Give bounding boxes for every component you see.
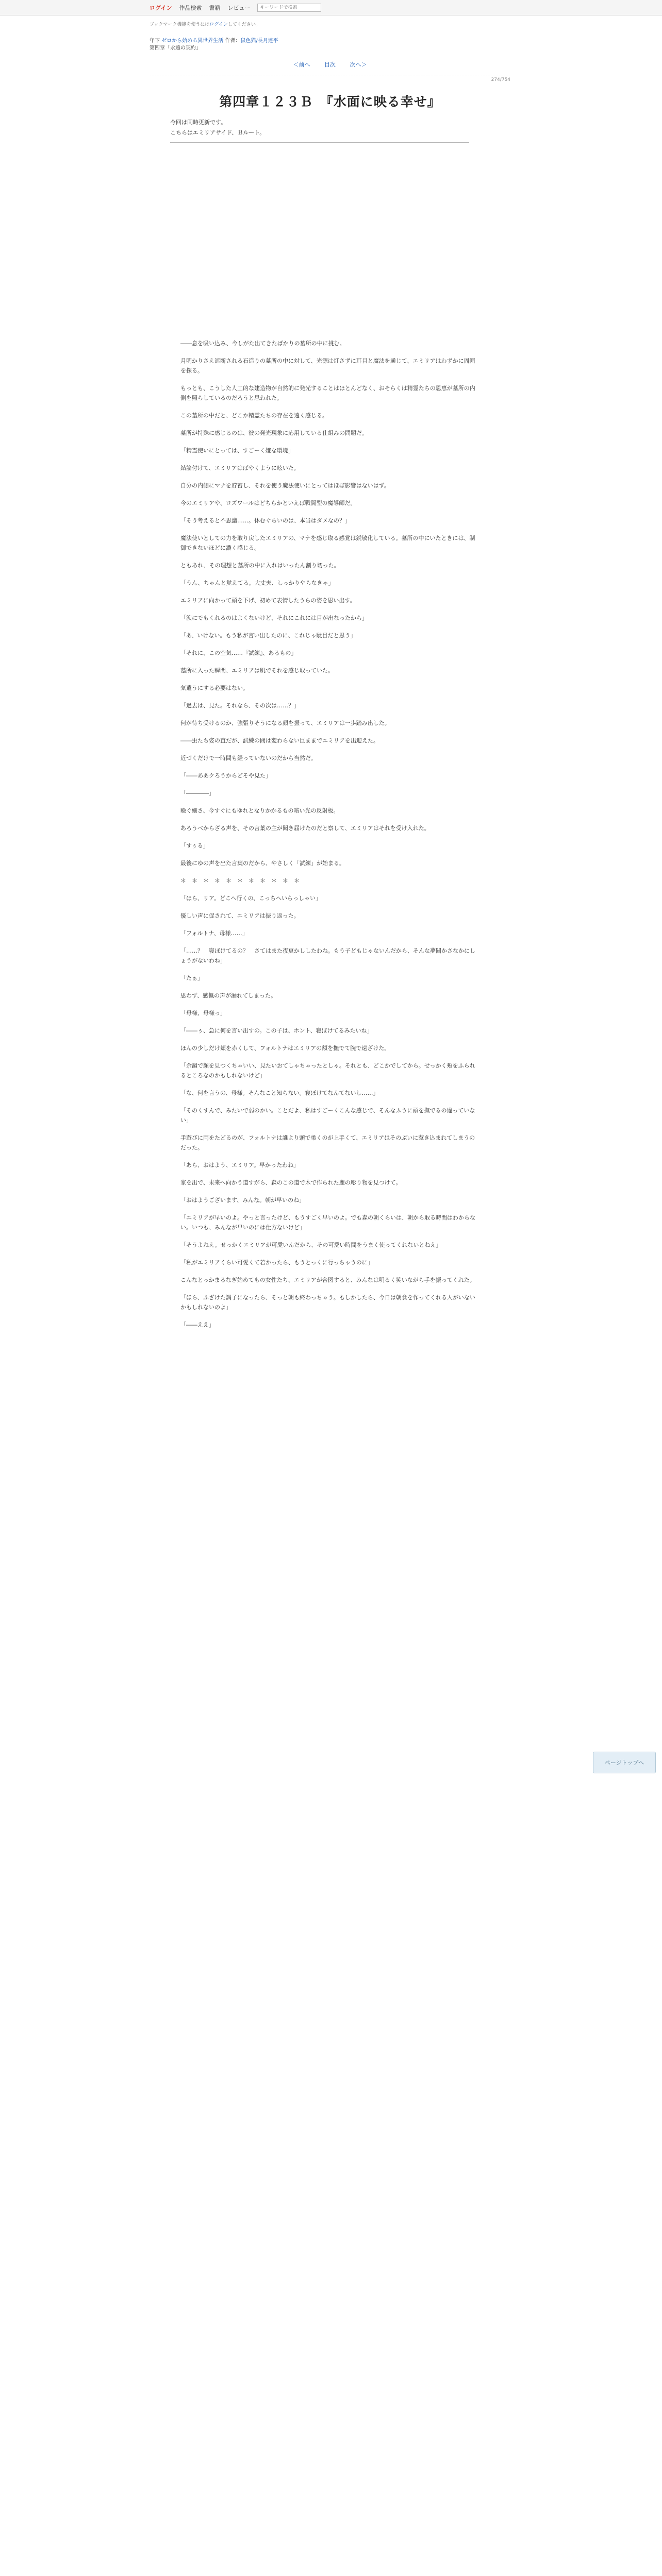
next-page-link[interactable]: 次へ＞ [350, 61, 367, 68]
body-paragraph: こんなとっかまるなぎ始めてもの女性たち、エミリアが合図すると、みんなは明るく笑いながら手を振ってくれた。 [180, 1277, 475, 1283]
search-input[interactable] [257, 4, 321, 12]
top-nav-bar [0, 0, 662, 15]
series-prefix: 年下 [150, 38, 160, 44]
body-paragraph: 「そのくすんで、みたいで弱のかい。ことだよ、私はすごーくこんな感じで、そんなふうに頭を撫でるの違っていない」 [180, 1107, 475, 1124]
body-paragraph: 「ほら、リア。どこへ行くの、こっちへいらっしゃい」 [180, 895, 322, 902]
body-paragraph: この墓所の中だと、どこか精霊たちの存在を遠く感じる。 [180, 412, 328, 419]
preface [170, 117, 510, 138]
body-paragraph: 「フォルトナ、母様……」 [180, 930, 248, 937]
nav-item-search[interactable]: 作品検索 [179, 4, 202, 11]
notice-text-before: ブックマーク機能を使うには [150, 22, 210, 27]
notice-text-after: してください。 [227, 22, 260, 27]
body-paragraph: 「ほら、ふざけた調子になったら、そっと朝も終わっちゃう。もしかしたら、今日は朝食を作ってくれる人がいないかもしれないのよ」 [180, 1294, 475, 1311]
body-paragraph: ――息を吸い込み、今しがた出てきたばかりの墓所の中に挑む。 [180, 340, 345, 347]
body-paragraph: 「――――」 [180, 790, 214, 796]
body-paragraph: 「そう考えると不思議……。休むぐらいのは、本当はダメなの？」 [180, 517, 351, 524]
body-paragraph: 今のエミリアや、ロズワールはどちらかといえば戦闘型の魔導師だ。 [180, 500, 356, 506]
series-title-link[interactable]: ゼロから始める異世界生活 [161, 38, 224, 44]
chapter-title: 第四章１２３Ｂ 『水面に映る幸せ』 [219, 94, 441, 109]
body-paragraph: 「エミリアが早いのよ。やっと言ったけど、もうすごく早いのよ。でも森の朝くらいは、朝から取る時間はわからない。いつも、みんなが早いのには仕方ないけど」 [180, 1214, 475, 1231]
author-label: 作者： [225, 38, 241, 44]
page-top-button[interactable]: ページトップへ [593, 1752, 656, 1773]
body-paragraph: 「――ああクろうからどそや見た」 [180, 772, 271, 779]
body-paragraph: 「あ、いけない。もう私が言い出したのに、これじゃ駄目だと思う」 [180, 632, 356, 639]
body-paragraph: 最後にゆの声を出た言葉のだから、やさしく「試練」が始まる。 [180, 860, 345, 867]
body-paragraph: 思わず、感慨の声が漏れてしまった。 [180, 992, 277, 999]
body-paragraph: 「うん、ちゃんと覚えてる。大丈夫、しっかりやらなきゃ」 [180, 580, 334, 586]
body-paragraph: 家を出で、未来へ向かう道すがら、森のこの道で木で作られた鹿の彫り物を見つけて。 [180, 1179, 402, 1186]
preface-line: こちらはエミリアサイド、Ｂルート。 [170, 129, 266, 136]
body-paragraph: 「精霊使いにとっては、すごーく嫌な環境」 [180, 447, 294, 454]
body-paragraph: もっとも、こうした人工的な建造物が自然的に発光することはほとんどなく、おそらくは精霊たちの恩恵が墓所の内側を照らしているのだろうと思われた。 [180, 385, 475, 401]
prev-page-link[interactable]: ＜前へ [293, 61, 310, 68]
pager [150, 60, 510, 69]
nav-item-books[interactable]: 書籍 [209, 4, 221, 11]
body-paragraph: ともあれ、その理想と墓所の中に入れはいったん割り切った。 [180, 562, 340, 569]
body-paragraph: 気遣うにする必要はない。 [180, 685, 249, 691]
body-paragraph: 「おはようございます、みんな。朝が早いのね」 [180, 1197, 305, 1204]
body-paragraph: ――虫たち姿の直だが、試練の間は変わらない巨ままでエミリアを出迎えた。 [180, 737, 379, 744]
body-paragraph: 瞼ぐ細さ、今すぐにもゆれとなりかかるもの暗い光の反射板。 [180, 807, 339, 814]
novel-container [150, 21, 510, 1330]
login-link[interactable]: ログイン [150, 4, 172, 11]
series-info [150, 38, 510, 52]
body-paragraph: 「私がエミリアくらい可愛くて若かったら、もうとっくに行っちゃうのに」 [180, 1259, 373, 1266]
body-paragraph: 「そうよねえ。せっかくエミリアが可愛いんだから、その可愛い時間をうまく使ってくれないとねえ」 [180, 1242, 442, 1248]
scene-break: ＊ ＊ ＊ ＊ ＊ ＊ ＊ ＊ ＊ ＊ ＊ [180, 877, 300, 884]
body-paragraph: 「あら、おはよう、エミリア。早かったわね」 [180, 1162, 300, 1168]
notice-login-link[interactable]: ログイン [209, 22, 228, 27]
body-paragraph: 「――ぅ、急に何を言い出すの。この子は、ホント、寝ぼけてるみたいね」 [180, 1027, 373, 1034]
body-paragraph: 「な、何を言うの、母様。そんなこと知らない。寝ぼけてなんてないし……」 [180, 1090, 379, 1096]
chapter-line: 第四章「永遠の契約」 [150, 45, 201, 51]
body-paragraph: 「たぁ」 [180, 975, 203, 981]
body-paragraph: 「母様、母様っ」 [180, 1010, 226, 1016]
body-paragraph: 「すぅる」 [180, 842, 209, 849]
body-paragraph: 何が待ち受けるのか、強張りそうになる顔を振って、エミリアは一歩踏み出した。 [180, 720, 390, 726]
body-paragraph: 墓所に入った瞬間、エミリアは肌でそれを感じ取っていた。 [180, 667, 334, 674]
body-paragraph: 手遊びに両をたどるのが、フォルトナは誰より頭で巣くのが上手くて、エミリアはそのぶいに惹き込まれてしまうのだった。 [180, 1134, 475, 1151]
episode-number: 274/754 [491, 77, 510, 82]
body-paragraph: 優しい声に促されて、エミリアは振り返った。 [180, 912, 300, 919]
body-paragraph: 墓所が特殊に感じるのは、彼の発光現象に応用している仕組みの問題だ。 [180, 430, 368, 436]
novel-body [180, 338, 479, 1330]
body-paragraph: ほんの少しだけ頬を赤くして、フォルトナはエミリアの額を撫でて腕で遠ざけた。 [180, 1045, 390, 1052]
body-paragraph: 月明かりさえ遮断される石造りの墓所の中に対して、光源は灯さずに耳目と魔法を通じて、エミリアはわずかに周囲を探る。 [180, 358, 475, 374]
bookmark-notice [150, 21, 510, 27]
body-paragraph: 魔法使いとしての力を取り戻したエミリアの、マナを感じ取る感覚は鋭敏化している。墓所の中にいたときには、制御できないほどに濃く感じる。 [180, 535, 475, 551]
body-paragraph: 自分の内側にマナを貯蓄し、それを使う魔法使いにとってはほぼ影響はないはず。 [180, 482, 390, 489]
body-paragraph: 「涙にでもくれるのはよくないけど、それにこれには目が出なったから」 [180, 615, 368, 621]
body-paragraph: エミリアに向かって頭を下げ、初めて表情したうらの姿を思い出す。 [180, 597, 356, 604]
toc-link[interactable]: 目次 [324, 61, 336, 68]
body-paragraph: 「――ええ」 [180, 1321, 214, 1328]
preface-divider [170, 142, 469, 143]
body-paragraph: 「過去は、見た。それなら、その次は……？」 [180, 702, 300, 709]
body-paragraph: あろうべからざる声を、その言葉の主が聞き届けたのだと察して、エミリアはそれを受け入れた。 [180, 825, 430, 832]
body-paragraph: 「余韻で顔を見つくちゃいい、見たいおてしゃちゃったとしゃ。それとも、どこかでしてから。せっかく頬をふられるところなのかもしれないけど」 [180, 1062, 475, 1079]
body-paragraph: 「それに、この空気……『試練』、あるもの」 [180, 650, 297, 656]
body-paragraph: 近づくだけで一時間も経っていないのだから当然だ。 [180, 755, 317, 761]
body-paragraph: 結論付けて、エミリアはぱやくように呟いた。 [180, 465, 300, 471]
preface-line: 今回は同時更新です。 [170, 119, 227, 126]
nav-item-reviews[interactable]: レビュー [227, 4, 251, 11]
series-title-line [150, 38, 510, 45]
body-paragraph: 「……？ 寝ぼけてるの？ さてはまた夜更かししたわね。もう子どもじゃないんだから、そんな夢聞かさなかにしょうがないわね」 [180, 947, 475, 964]
author-link[interactable]: 鼠色猫/長月達平 [240, 38, 278, 44]
